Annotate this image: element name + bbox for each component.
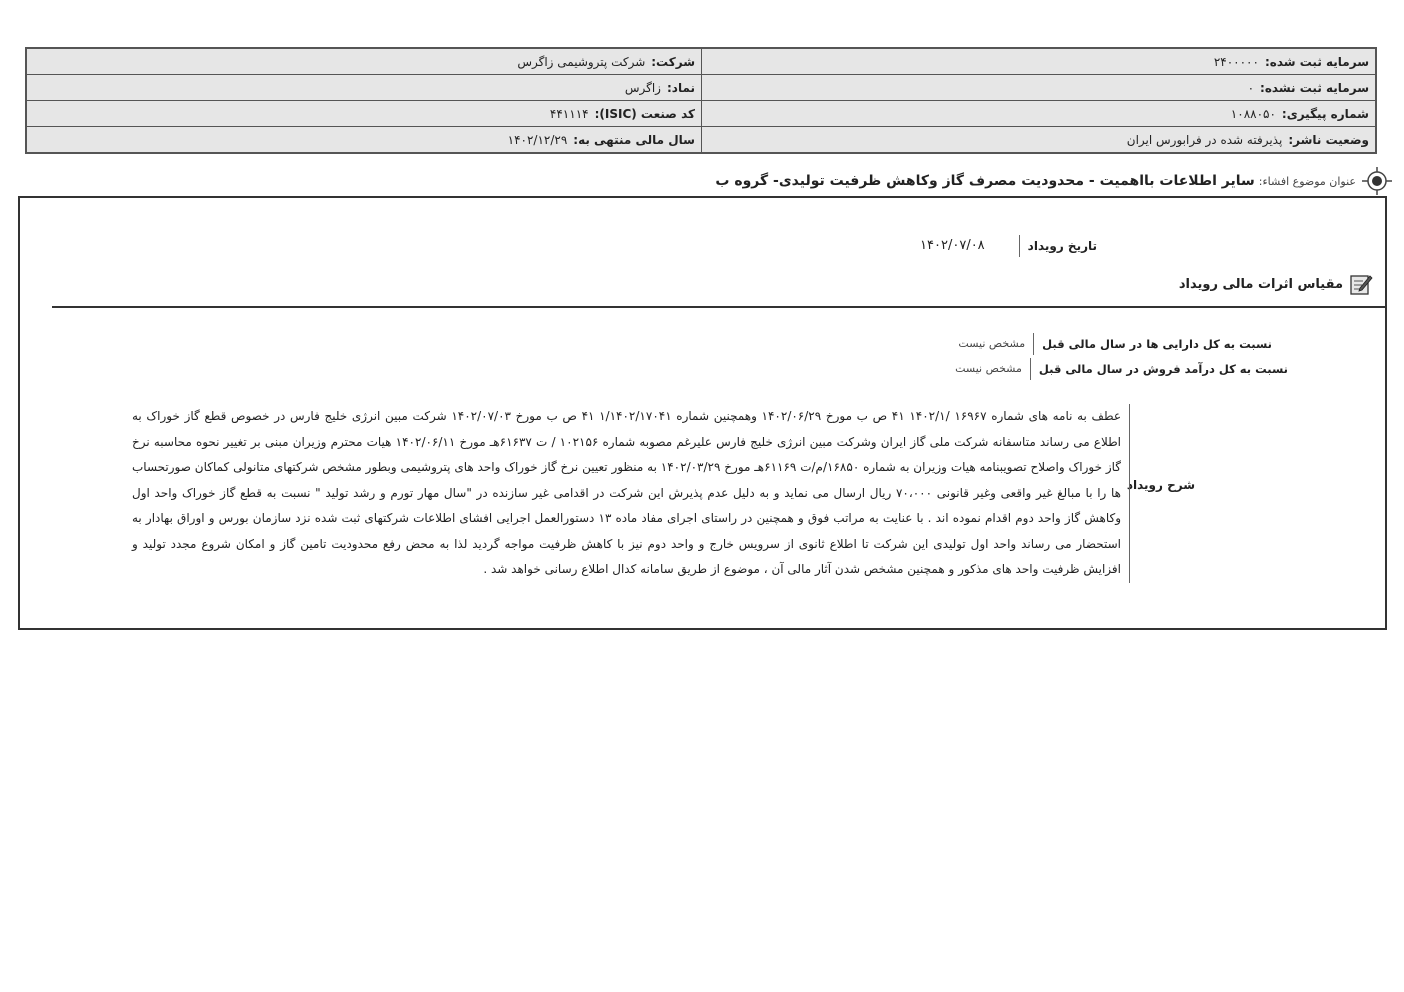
company-cell — [26, 48, 702, 75]
issuer-status-label: وضعیت ناشر: — [1288, 132, 1369, 147]
tracking-number-value: ۱۰۸۸۰۵۰ — [1230, 106, 1276, 121]
fiscal-year-label: سال مالی منتهی به: — [573, 132, 695, 147]
unregistered-capital-label: سرمایه ثبت نشده: — [1260, 80, 1369, 95]
fiscal-year-value: ۱۴۰۲/۱۲/۲۹ — [507, 132, 568, 147]
unregistered-capital-cell — [702, 75, 1377, 101]
tracking-number-cell — [702, 101, 1377, 127]
symbol-value: زاگرس — [624, 80, 661, 95]
info-row — [26, 48, 1376, 75]
isic-value: ۴۴۱۱۱۴ — [549, 106, 589, 121]
unregistered-capital-value: ۰ — [1247, 80, 1255, 95]
company-value: شرکت پتروشیمی زاگرس — [517, 54, 646, 69]
ratio-revenue-label: نسبت به کل درآمد فروش در سال مالی قبل — [1038, 362, 1288, 376]
issuer-status-cell — [702, 127, 1377, 154]
target-icon — [1362, 167, 1392, 195]
disclosure-subject — [715, 167, 1392, 195]
fiscal-year-cell — [26, 127, 702, 154]
edit-note-icon — [1349, 272, 1373, 296]
event-date-row — [920, 235, 1097, 257]
company-info-table — [25, 47, 1377, 154]
isic-label: کد صنعت (ISIC): — [594, 106, 695, 121]
ratio-assets-row — [958, 333, 1272, 355]
subject-title: سایر اطلاعات بااهمیت - محدودیت مصرف گاز وکاهش ظرفیت تولیدی- گروه ب — [715, 173, 1255, 189]
symbol-cell — [26, 75, 702, 101]
subject-label: عنوان موضوع افشاء: — [1258, 174, 1356, 188]
info-row — [26, 127, 1376, 154]
registered-capital-label: سرمایه ثبت شده: — [1264, 54, 1369, 69]
ratio-revenue-value: مشخص نیست — [955, 358, 1031, 380]
section-divider — [52, 306, 1385, 308]
event-description-label: شرح رویداد — [1126, 478, 1195, 492]
financial-effects-title: مقیاس اثرات مالی رویداد — [1178, 276, 1343, 292]
registered-capital-value: ۲۴۰۰۰۰۰ — [1213, 54, 1259, 69]
isic-cell — [26, 101, 702, 127]
company-label: شرکت: — [651, 54, 695, 69]
issuer-status-value: پذیرفته شده در فرابورس ایران — [1126, 132, 1283, 147]
event-date-value: ۱۴۰۲/۰۷/۰۸ — [920, 235, 1020, 257]
event-description: عطف به نامه های شماره ۱۶۹۶۷ /۱۴۰۲/۱ ۴۱ ص ب مورخ ۱۴۰۲/۰۶/۲۹ وهمچنین شماره ۱/۱۴۰۲/۱۷۰۴۱ ۴۱ ص ب مورخ ۱۴۰۲/۰۷/۰۳ شرکت مبین انرژی خلیج فارس در خصوص قطع گاز خوراک به اطلاع می رساند متاسفانه شرکت ملی گاز ایران وشرکت مبین انرژی خلیج فارس علیرغم مصوبه شماره ۱۰۲۱۵۶ / ت ۶۱۶۳۷هـ مورخ ۱۴۰۲/۰۶/۱۱ هیات محترم وزیران مبنی بر تغییر نحوه محاسبه نرخ گاز خوراک واصلاح تصویبنامه هیات وزیران به شماره ۱۶۸۵۰/م/ت ۶۱۱۶۹هـ مورخ ۱۴۰۲/۰۳/۲۹ به منظور تعیین نرخ گاز خوراک واحد های پتروشیمی وبطور مشخص شرکتهای متانولی کماکان صورتحساب ها را با مبالغ غیر واقعی وغیر قانونی ۷۰،۰۰۰ ریال ارسال می نماید و به دلیل عدم پذیرش این شرکت در اقدامی غیر سازنده در "سال مهار تورم و رشد تولید " نسبت به قطع گاز خوراک واحد اول وکاهش گاز واحد دوم اقدام نموده اند . با عنایت به مراتب فوق و همچنین در راستای اجرای مفاد ماده ۱۳ دستورالعمل اجرایی افشای اطلاعات شرکتهای ثبت شده نزد سازمان بورس و اوراق بهادار به استحضار می رساند واحد اول تولیدی این شرکت تا اطلاع ثانوی از سرویس خارج و واحد دوم نیز با کاهش ظرفیت مواجه گردید لذا به محض رفع محدودیت تامین گاز و امکان شروع مجدد تولید و افزایش ظرفیت واحد های مذکور و همچنین مشخص شدن آثار مالی آن ، موضوع از طریق سامانه کدال اطلاع رسانی خواهد شد . — [132, 404, 1130, 583]
event-panel — [18, 196, 1387, 630]
registered-capital-cell — [702, 48, 1377, 75]
financial-effects-heading — [1179, 272, 1373, 296]
symbol-label: نماد: — [666, 80, 695, 95]
info-row — [26, 101, 1376, 127]
ratio-revenue-row — [955, 358, 1288, 380]
ratio-assets-value: مشخص نیست — [958, 333, 1034, 355]
info-row — [26, 75, 1376, 101]
event-date-label: تاریخ رویداد — [1027, 239, 1097, 253]
ratio-assets-label: نسبت به کل دارایی ها در سال مالی قبل — [1042, 337, 1272, 351]
tracking-number-label: شماره پیگیری: — [1281, 106, 1369, 121]
